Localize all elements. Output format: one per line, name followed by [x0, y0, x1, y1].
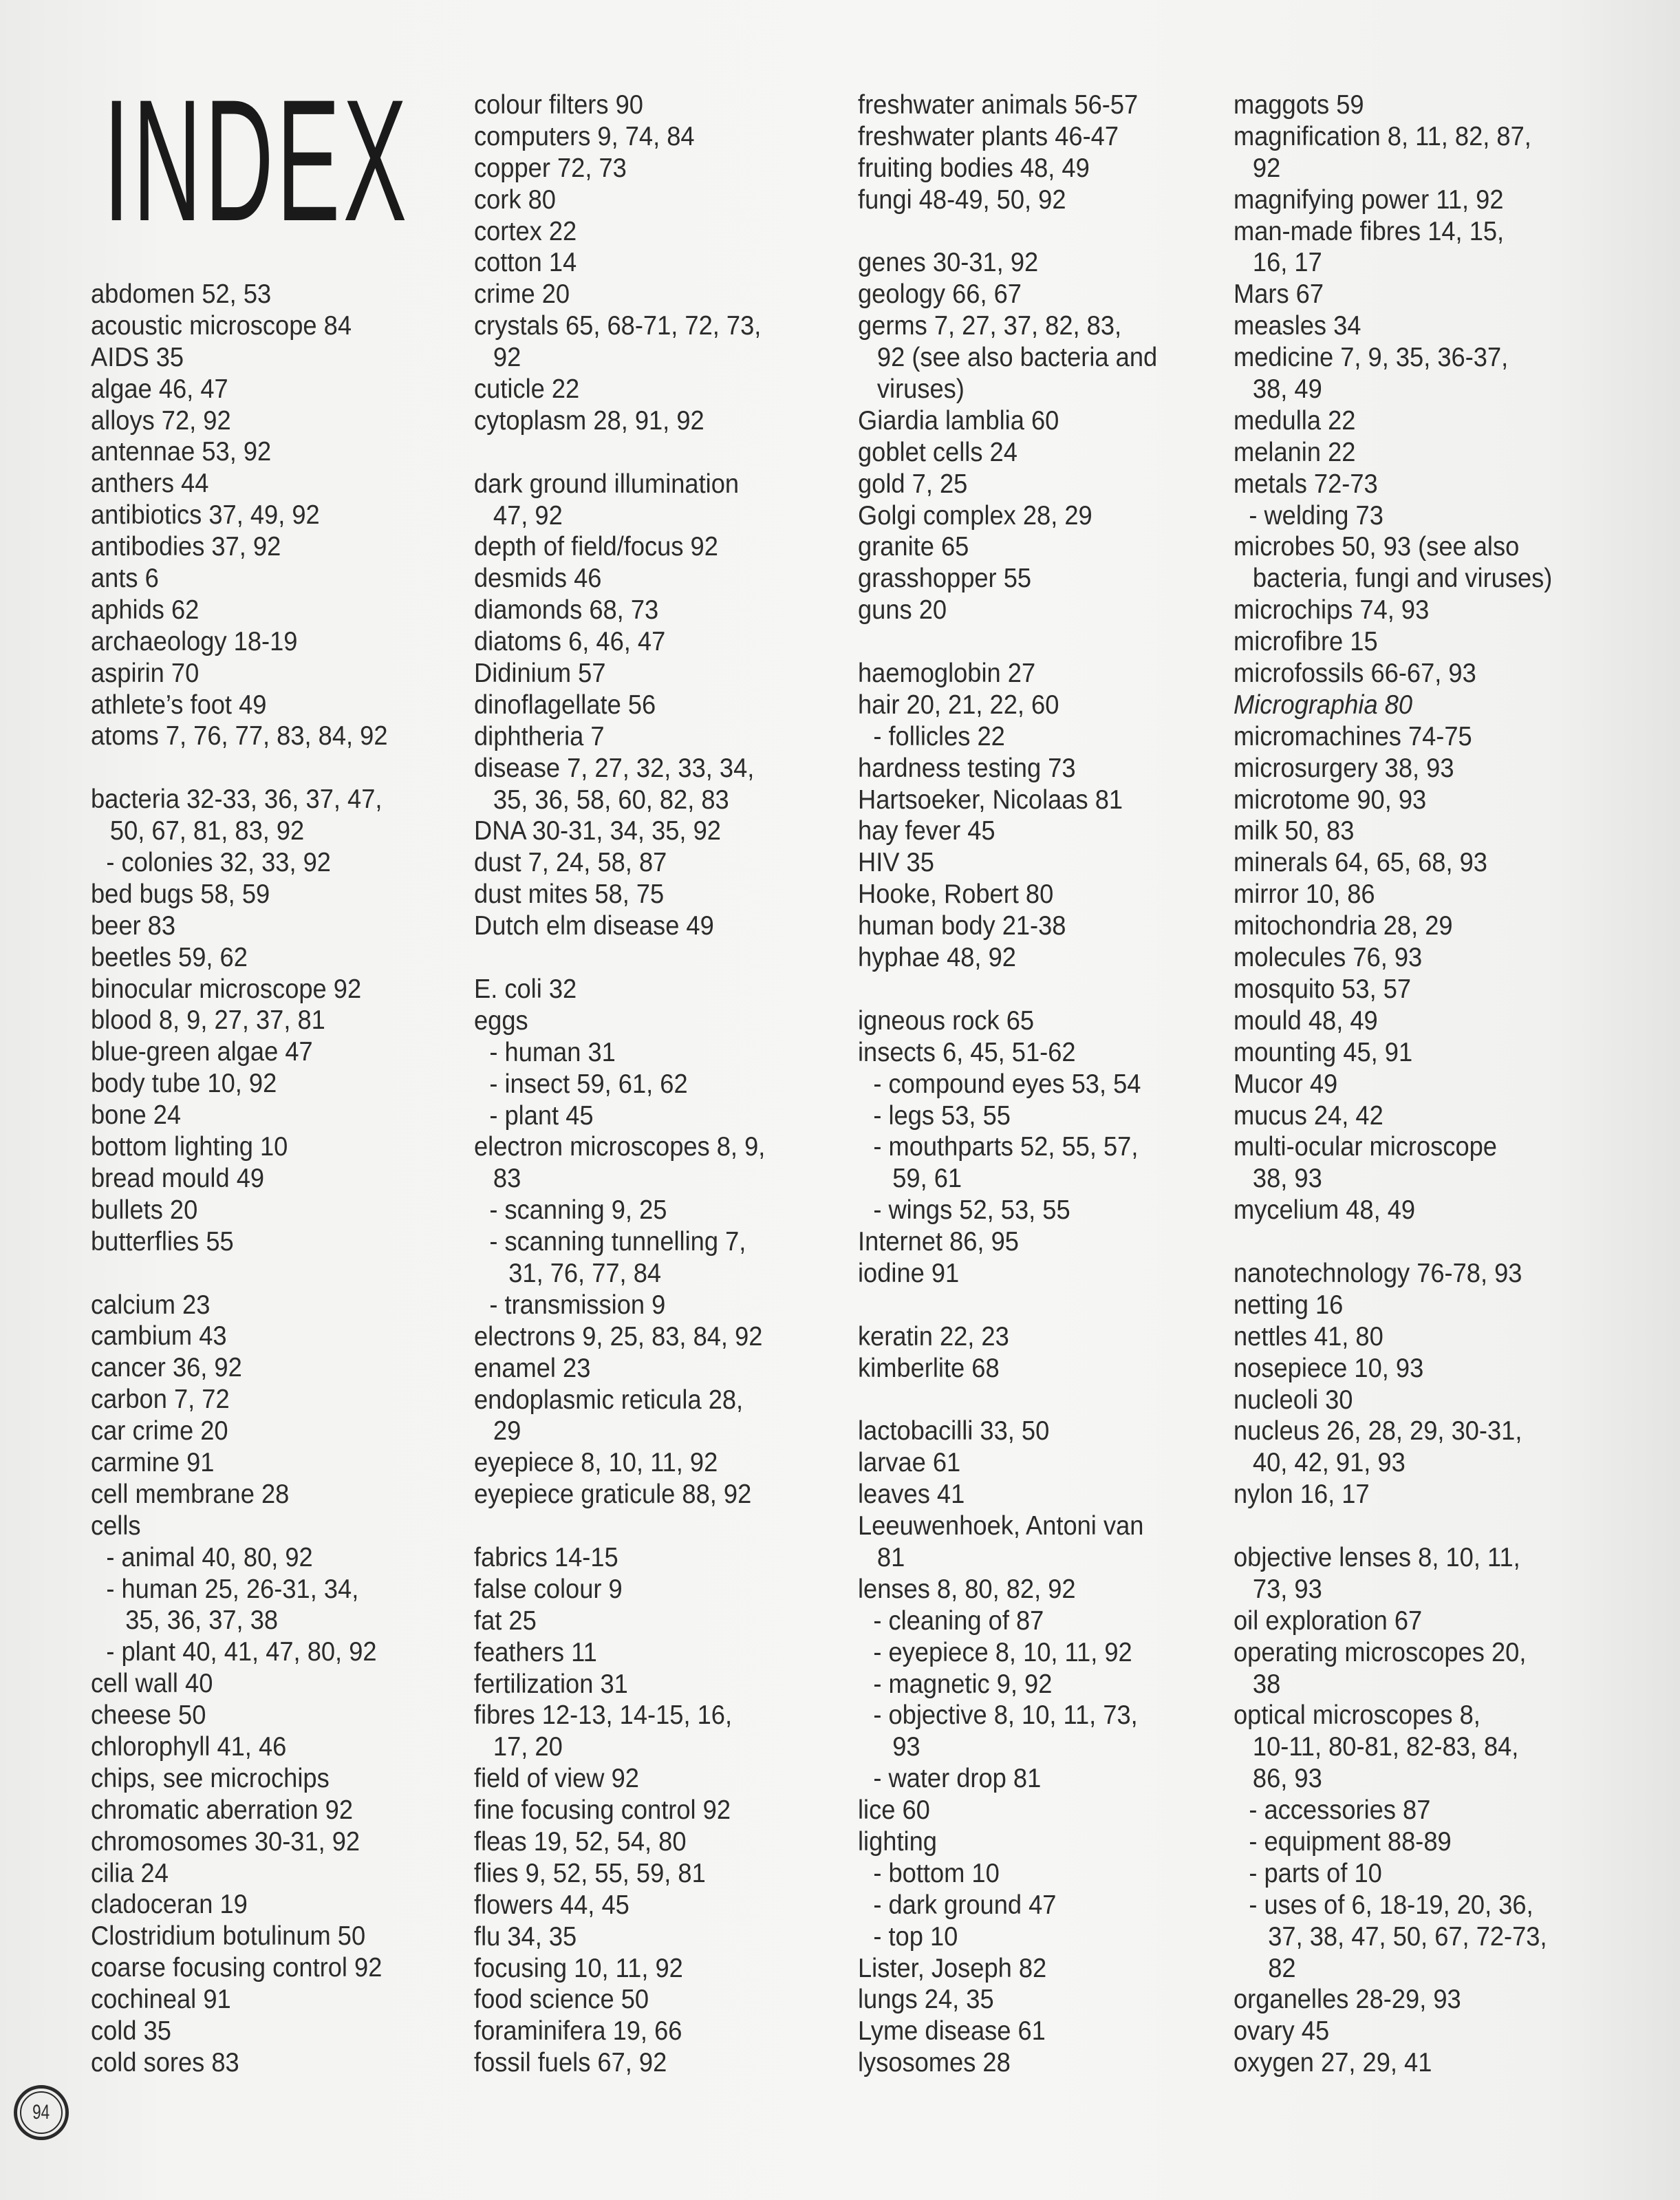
- index-subentry: - wings 52, 53, 55: [873, 1195, 1070, 1226]
- index-entry: micromachines 74-75: [1234, 721, 1472, 751]
- index-entry: diphtheria 7: [474, 721, 605, 751]
- index-entry: goblet cells 24: [858, 437, 1017, 467]
- index-entry: copper 72, 73: [474, 153, 627, 183]
- index-entry: Giardia lamblia 60: [858, 405, 1059, 436]
- index-entry: oxygen 27, 29, 41: [1234, 2048, 1432, 2078]
- index-entry-continuation: 92: [1252, 153, 1281, 183]
- index-subentry: - plant 40, 41, 47, 80, 92: [106, 1637, 377, 1667]
- index-entry: Hooke, Robert 80: [858, 879, 1054, 910]
- index-entry-continuation: 92 (see also bacteria and: [876, 343, 1158, 373]
- index-column-2: [474, 89, 859, 2079]
- index-entry: objective lenses 8, 10, 11,: [1234, 1542, 1520, 1572]
- index-entry: insects 6, 45, 51-62: [858, 1037, 1076, 1067]
- index-subentry: - compound eyes 53, 54: [873, 1069, 1141, 1099]
- index-entry: electrons 9, 25, 83, 84, 92: [474, 1321, 763, 1352]
- index-subentry: - insect 59, 61, 62: [489, 1069, 688, 1099]
- index-entry: feathers 11: [474, 1637, 597, 1667]
- index-subentry: - top 10: [873, 1921, 958, 1952]
- index-entry: body tube 10, 92: [91, 1069, 277, 1099]
- index-entry: cold sores 83: [91, 2047, 239, 2078]
- index-entry-continuation: 73, 93: [1252, 1574, 1322, 1604]
- index-subentry: - legs 53, 55: [873, 1100, 1011, 1131]
- index-entry: false colour 9: [474, 1574, 623, 1604]
- index-subentry: - equipment 88-89: [1249, 1826, 1452, 1857]
- page-number: 94: [32, 2101, 50, 2124]
- index-entry: colour filters 90: [474, 90, 643, 120]
- index-entry: beetles 59, 62: [91, 942, 248, 972]
- index-entry: maggots 59: [1234, 90, 1364, 120]
- index-entry: Didinium 57: [474, 659, 606, 689]
- index-entry: guns 20: [858, 595, 947, 626]
- index-entry-continuation: viruses): [876, 374, 965, 405]
- section-gap: [858, 626, 1216, 658]
- index-entry: diatoms 6, 46, 47: [474, 627, 666, 657]
- index-column-1: [91, 279, 476, 2079]
- section-gap: [474, 942, 832, 974]
- index-entry: oil exploration 67: [1234, 1605, 1423, 1636]
- index-entry: bone 24: [91, 1100, 182, 1131]
- index-entry: nucleoli 30: [1234, 1385, 1353, 1415]
- index-entry: AIDS 35: [91, 342, 184, 372]
- index-entry: focusing 10, 11, 92: [474, 1953, 683, 1983]
- index-entry: cork 80: [474, 184, 556, 215]
- index-column-4: [1234, 89, 1619, 2079]
- index-entry: hyphae 48, 92: [858, 943, 1016, 973]
- index-entry-continuation: 10-11, 80-81, 82-83, 84,: [1252, 1732, 1519, 1762]
- index-subentry: 59, 61: [892, 1164, 962, 1194]
- index-entry: enamel 23: [474, 1353, 591, 1383]
- index-entry: cambium 43: [91, 1321, 227, 1352]
- index-entry: chlorophyll 41, 46: [91, 1731, 287, 1762]
- index-entry: haemoglobin 27: [858, 659, 1036, 689]
- index-entry: freshwater plants 46-47: [858, 121, 1119, 151]
- index-entry: eyepiece 8, 10, 11, 92: [474, 1448, 718, 1478]
- index-subentry: - human 25, 26-31, 34,: [106, 1574, 359, 1604]
- index-subentry: 93: [892, 1732, 920, 1762]
- index-entry: measles 34: [1234, 311, 1361, 341]
- index-entry-continuation: 38: [1252, 1669, 1281, 1699]
- index-entry: microbes 50, 93 (see also: [1234, 532, 1520, 562]
- index-entry: microchips 74, 93: [1234, 595, 1430, 626]
- index-subentry: - transmission 9: [489, 1290, 666, 1320]
- index-entry: molecules 76, 93: [1234, 943, 1423, 973]
- index-entry: microfibre 15: [1234, 627, 1378, 657]
- index-entry: acoustic microscope 84: [91, 310, 352, 341]
- index-entry: electron microscopes 8, 9,: [474, 1132, 766, 1162]
- index-entry: germs 7, 27, 37, 82, 83,: [858, 311, 1122, 341]
- index-entry-continuation: 83: [493, 1164, 521, 1194]
- index-entry: genes 30-31, 92: [858, 248, 1039, 278]
- index-entry-continuation: 38, 49: [1252, 374, 1322, 405]
- section-gap: [474, 1510, 832, 1542]
- index-entry: kimberlite 68: [858, 1353, 1000, 1383]
- index-subentry: - colonies 32, 33, 92: [106, 848, 331, 878]
- index-entry: mirror 10, 86: [1234, 879, 1375, 910]
- index-entry: HIV 35: [858, 848, 934, 878]
- index-entry: hardness testing 73: [858, 753, 1076, 783]
- index-entry: lysosomes 28: [858, 2048, 1011, 2078]
- index-entry: cell wall 40: [91, 1669, 213, 1699]
- index-entry: nettles 41, 80: [1234, 1321, 1383, 1352]
- index-entry: food science 50: [474, 1985, 649, 2015]
- index-entry-continuation: 17, 20: [493, 1732, 563, 1762]
- index-entry: atoms 7, 76, 77, 83, 84, 92: [91, 721, 388, 751]
- index-subentry: - animal 40, 80, 92: [106, 1542, 313, 1572]
- index-entry: medicine 7, 9, 35, 36-37,: [1234, 343, 1509, 373]
- index-entry: Clostridium botulinum 50: [91, 1921, 366, 1952]
- index-entry: nanotechnology 76-78, 93: [1234, 1258, 1522, 1288]
- index-entry: grasshopper 55: [858, 564, 1032, 594]
- index-entry: algae 46, 47: [91, 374, 228, 404]
- index-entry-continuation: 47, 92: [493, 500, 563, 531]
- index-entry: hair 20, 21, 22, 60: [858, 690, 1059, 720]
- index-entry: chips, see microchips: [91, 1763, 330, 1793]
- section-gap: [91, 752, 449, 784]
- index-subentry: - bottom 10: [873, 1858, 1000, 1888]
- index-entry: geology 66, 67: [858, 279, 1022, 310]
- index-subentry: - mouthparts 52, 55, 57,: [873, 1132, 1139, 1162]
- index-subentry: - uses of 6, 18-19, 20, 36,: [1249, 1890, 1533, 1920]
- section-gap: [1234, 1226, 1592, 1258]
- index-column-3: [858, 89, 1243, 2079]
- index-entry: cotton 14: [474, 248, 577, 278]
- index-entry: microfossils 66-67, 93: [1234, 659, 1476, 689]
- index-subentry: - follicles 22: [873, 721, 1005, 751]
- index-subentry: 37, 38, 47, 50, 67, 72-73,: [1268, 1921, 1547, 1952]
- index-entry: fine focusing control 92: [474, 1795, 731, 1826]
- index-entry: Micrographia 80: [1234, 690, 1413, 720]
- index-entry: Lyme disease 61: [858, 2016, 1046, 2047]
- index-entry: flu 34, 35: [474, 1921, 577, 1952]
- index-entry: Lister, Joseph 82: [858, 1953, 1047, 1983]
- index-entry: Mars 67: [1234, 279, 1324, 310]
- index-entry: disease 7, 27, 32, 33, 34,: [474, 753, 755, 783]
- index-entry: cheese 50: [91, 1700, 206, 1731]
- index-entry: fertilization 31: [474, 1669, 628, 1699]
- index-entry: Leeuwenhoek, Antoni van: [858, 1511, 1144, 1541]
- index-entry-continuation: bacteria, fungi and viruses): [1252, 564, 1553, 594]
- index-entry-continuation: 35, 36, 58, 60, 82, 83: [493, 784, 729, 815]
- index-entry: carbon 7, 72: [91, 1385, 230, 1415]
- section-gap: [474, 437, 832, 469]
- index-entry: bed bugs 58, 59: [91, 879, 270, 909]
- index-entry: keratin 22, 23: [858, 1321, 1009, 1352]
- index-entry: organelles 28-29, 93: [1234, 1985, 1461, 2015]
- section-gap: [1234, 1510, 1592, 1542]
- index-entry: multi-ocular microscope: [1234, 1132, 1497, 1162]
- index-entry: crime 20: [474, 279, 570, 310]
- index-entry: Dutch elm disease 49: [474, 911, 714, 941]
- index-entry: microtome 90, 93: [1234, 784, 1427, 815]
- index-entry: mould 48, 49: [1234, 1005, 1378, 1036]
- index-subentry: - parts of 10: [1249, 1858, 1382, 1888]
- index-entry: lactobacilli 33, 50: [858, 1416, 1050, 1446]
- index-entry: archaeology 18-19: [91, 626, 298, 656]
- index-entry: endoplasmic reticula 28,: [474, 1385, 744, 1415]
- index-entry: dinoflagellate 56: [474, 690, 656, 720]
- index-entry: minerals 64, 65, 68, 93: [1234, 848, 1487, 878]
- index-entry: Internet 86, 95: [858, 1227, 1019, 1257]
- index-entry-continuation: 86, 93: [1252, 1764, 1322, 1794]
- index-entry-continuation: 92: [493, 343, 521, 373]
- index-subentry: - objective 8, 10, 11, 73,: [873, 1700, 1138, 1731]
- index-entry: eyepiece graticule 88, 92: [474, 1480, 752, 1510]
- index-entry: fibres 12-13, 14-15, 16,: [474, 1700, 733, 1731]
- index-entry: Mucor 49: [1234, 1069, 1338, 1099]
- index-entry: desmids 46: [474, 564, 602, 594]
- index-entry: cells: [91, 1510, 141, 1541]
- section-gap: [858, 974, 1216, 1005]
- index-entry: ovary 45: [1234, 2016, 1330, 2047]
- index-entry: milk 50, 83: [1234, 816, 1355, 846]
- index-entry: field of view 92: [474, 1764, 639, 1794]
- index-entry-continuation: 50, 67, 81, 83, 92: [109, 816, 305, 846]
- index-entry: bottom lighting 10: [91, 1132, 288, 1162]
- index-entry: cortex 22: [474, 216, 577, 246]
- index-entry: dust mites 58, 75: [474, 879, 665, 910]
- index-entry: beer 83: [91, 910, 176, 941]
- index-entry: eggs: [474, 1005, 528, 1036]
- index-entry: Golgi complex 28, 29: [858, 500, 1092, 531]
- section-gap: [858, 1385, 1216, 1416]
- index-entry: mosquito 53, 57: [1234, 974, 1412, 1004]
- index-subentry: - plant 45: [489, 1100, 594, 1131]
- index-subentry: 31, 76, 77, 84: [508, 1258, 662, 1288]
- index-entry: leaves 41: [858, 1480, 965, 1510]
- index-entry: cancer 36, 92: [91, 1353, 242, 1383]
- index-subentry: - human 31: [489, 1037, 616, 1067]
- section-gap: [91, 1258, 449, 1290]
- index-entry: car crime 20: [91, 1416, 228, 1446]
- index-entry-continuation: 29: [493, 1416, 521, 1446]
- index-entry: cilia 24: [91, 1858, 169, 1888]
- index-entry: mitochondria 28, 29: [1234, 911, 1453, 941]
- index-entry: cytoplasm 28, 91, 92: [474, 405, 704, 436]
- index-entry: microsurgery 38, 93: [1234, 753, 1454, 783]
- index-entry: lice 60: [858, 1795, 930, 1826]
- index-entry: computers 9, 74, 84: [474, 121, 695, 151]
- index-subentry: 35, 36, 37, 38: [125, 1605, 279, 1636]
- index-entry: lenses 8, 80, 82, 92: [858, 1574, 1076, 1604]
- index-entry: cochineal 91: [91, 1985, 231, 2015]
- index-entry: chromatic aberration 92: [91, 1795, 354, 1825]
- index-entry: mucus 24, 42: [1234, 1100, 1383, 1131]
- index-entry: antennae 53, 92: [91, 437, 272, 467]
- index-entry: hay fever 45: [858, 816, 995, 846]
- index-entry: abdomen 52, 53: [91, 279, 272, 309]
- index-entry: fleas 19, 52, 54, 80: [474, 1826, 687, 1857]
- index-entry: lighting: [858, 1826, 937, 1857]
- index-entry: granite 65: [858, 532, 969, 562]
- page-title: INDEX: [103, 64, 410, 257]
- index-subentry: 82: [1268, 1953, 1296, 1983]
- index-entry: dust 7, 24, 58, 87: [474, 848, 667, 878]
- index-entry: chromosomes 30-31, 92: [91, 1826, 360, 1857]
- index-entry: lungs 24, 35: [858, 1985, 994, 2015]
- index-entry: medulla 22: [1234, 405, 1356, 436]
- index-entry: blue-green algae 47: [91, 1037, 313, 1067]
- index-entry: mounting 45, 91: [1234, 1037, 1413, 1067]
- index-entry: melanin 22: [1234, 437, 1356, 467]
- index-entry: antibodies 37, 92: [91, 532, 281, 562]
- index-entry-continuation: 38, 93: [1252, 1164, 1322, 1194]
- index-entry: depth of field/focus 92: [474, 532, 718, 562]
- index-entry: nucleus 26, 28, 29, 30-31,: [1234, 1416, 1522, 1446]
- index-entry: gold 7, 25: [858, 469, 968, 499]
- index-entry: dark ground illumination: [474, 469, 740, 499]
- index-entry: operating microscopes 20,: [1234, 1637, 1527, 1667]
- index-subentry: - accessories 87: [1249, 1795, 1431, 1826]
- index-subentry: - magnetic 9, 92: [873, 1669, 1053, 1699]
- index-subentry: - water drop 81: [873, 1764, 1042, 1794]
- index-entry: magnifying power 11, 92: [1234, 184, 1504, 215]
- index-entry: cold 35: [91, 2016, 171, 2046]
- index-subentry: - eyepiece 8, 10, 11, 92: [873, 1637, 1132, 1667]
- index-entry: foraminifera 19, 66: [474, 2016, 682, 2047]
- index-entry: flowers 44, 45: [474, 1890, 629, 1920]
- index-entry: mycelium 48, 49: [1234, 1195, 1416, 1226]
- index-entry: bread mould 49: [91, 1163, 265, 1193]
- index-entry: metals 72-73: [1234, 469, 1378, 499]
- index-entry: coarse focusing control 92: [91, 1953, 383, 1983]
- index-entry-continuation: 81: [876, 1542, 905, 1572]
- index-entry: binocular microscope 92: [91, 974, 362, 1004]
- index-entry: blood 8, 9, 27, 37, 81: [91, 1005, 325, 1036]
- index-entry: nosepiece 10, 93: [1234, 1353, 1424, 1383]
- index-entry: flies 9, 52, 55, 59, 81: [474, 1858, 706, 1888]
- index-entry: netting 16: [1234, 1290, 1344, 1320]
- section-gap: [858, 216, 1216, 248]
- index-entry: Hartsoeker, Nicolaas 81: [858, 784, 1123, 815]
- index-entry: freshwater animals 56-57: [858, 90, 1139, 120]
- index-entry: larvae 61: [858, 1448, 961, 1478]
- index-subentry: - cleaning of 87: [873, 1605, 1044, 1636]
- index-entry: ants 6: [91, 564, 159, 594]
- index-entry: athlete’s foot 49: [91, 690, 267, 720]
- index-entry: man-made fibres 14, 15,: [1234, 216, 1505, 246]
- index-subentry: - welding 73: [1249, 500, 1383, 531]
- index-entry: cladoceran 19: [91, 1890, 248, 1920]
- section-gap: [858, 1290, 1216, 1321]
- index-entry: DNA 30-31, 34, 35, 92: [474, 816, 721, 846]
- index-entry: E. coli 32: [474, 974, 577, 1004]
- index-entry: cell membrane 28: [91, 1479, 290, 1509]
- index-entry: alloys 72, 92: [91, 405, 231, 436]
- index-subentry: - dark ground 47: [873, 1890, 1057, 1920]
- index-entry: fruiting bodies 48, 49: [858, 153, 1090, 183]
- index-subentry: - scanning 9, 25: [489, 1195, 667, 1226]
- index-entry: aspirin 70: [91, 658, 200, 688]
- index-entry: magnification 8, 11, 82, 87,: [1234, 121, 1531, 151]
- index-entry: anthers 44: [91, 469, 209, 499]
- index-entry: fabrics 14-15: [474, 1542, 618, 1572]
- page-number-badge: [14, 2085, 69, 2140]
- index-entry: optical microscopes 8,: [1234, 1700, 1480, 1731]
- index-entry: carmine 91: [91, 1447, 215, 1477]
- index-entry: iodine 91: [858, 1258, 960, 1288]
- index-entry: human body 21-38: [858, 911, 1066, 941]
- index-entry: bullets 20: [91, 1195, 198, 1225]
- index-entry: calcium 23: [91, 1290, 211, 1320]
- index-entry-continuation: 16, 17: [1252, 248, 1322, 278]
- index-entry: aphids 62: [91, 595, 200, 625]
- index-entry: crystals 65, 68-71, 72, 73,: [474, 311, 762, 341]
- index-entry: butterflies 55: [91, 1226, 234, 1257]
- index-entry: fungi 48-49, 50, 92: [858, 184, 1066, 215]
- index-entry: fossil fuels 67, 92: [474, 2048, 667, 2078]
- index-entry-continuation: 40, 42, 91, 93: [1252, 1448, 1406, 1478]
- index-entry: nylon 16, 17: [1234, 1480, 1370, 1510]
- index-entry: diamonds 68, 73: [474, 595, 659, 626]
- index-entry: cuticle 22: [474, 374, 580, 405]
- index-entry: bacteria 32-33, 36, 37, 47,: [91, 784, 383, 815]
- index-entry: igneous rock 65: [858, 1005, 1035, 1036]
- index-entry: fat 25: [474, 1605, 537, 1636]
- index-entry: antibiotics 37, 49, 92: [91, 500, 320, 531]
- index-subentry: - scanning tunnelling 7,: [489, 1227, 746, 1257]
